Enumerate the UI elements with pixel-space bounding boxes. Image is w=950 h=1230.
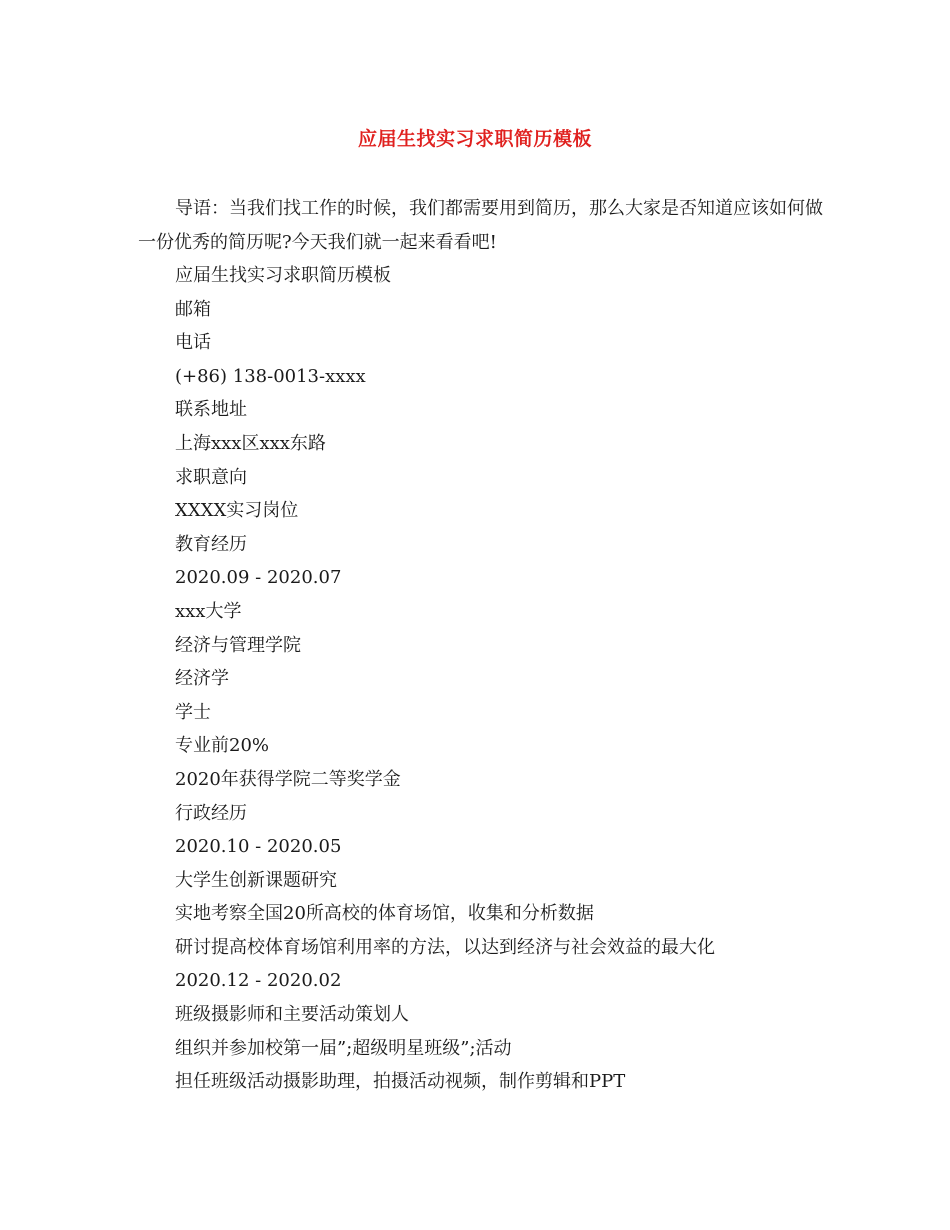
line-experience-detail-2b: 担任班级活动摄影助理，拍摄活动视频，制作剪辑和PPT [175, 1071, 626, 1093]
line-objective-value: XXXX实习岗位 [175, 500, 299, 522]
resume-lines [175, 259, 715, 1099]
intro-paragraph: 导语：当我们找工作的时候，我们都需要用到简历，那么大家是否知道应该如何做一份优秀的简历呢?今天我们就一起来看看吧! [138, 198, 823, 253]
line-education-label: 教育经历 [175, 533, 247, 555]
line-experience-detail-2a: 组织并参加校第一届”;超级明星班级”;活动 [175, 1037, 512, 1059]
document-title: 应届生找实习求职简历模板 [357, 128, 592, 150]
line-experience-detail-1a: 实地考察全国20所高校的体育场馆，收集和分析数据 [175, 903, 594, 925]
line-scholarship: 2020年获得学院二等奖学金 [175, 768, 401, 790]
line-phone-label: 电话 [175, 332, 211, 354]
line-education-dates: 2020.09 - 2020.07 [175, 567, 342, 589]
line-experience-dates-1: 2020.10 - 2020.05 [175, 836, 342, 858]
line-experience-detail-1b: 研讨提高校体育场馆利用率的方法，以达到经济与社会效益的最大化 [175, 936, 715, 958]
line-experience-title-2: 班级摄影师和主要活动策划人 [175, 1004, 409, 1026]
line-objective-label: 求职意向 [175, 466, 247, 488]
line-email-label: 邮箱 [175, 298, 211, 320]
line-degree: 学士 [175, 701, 211, 723]
line-ranking: 专业前20% [175, 735, 270, 757]
line-phone-value: (+86) 138-0013-xxxx [175, 365, 366, 387]
line-experience-title-1: 大学生创新课题研究 [175, 869, 337, 891]
line-university: xxx大学 [175, 600, 242, 622]
line-major: 经济学 [175, 668, 229, 690]
line-address-label: 联系地址 [175, 399, 247, 421]
line-address-value: 上海xxx区xxx东路 [175, 432, 326, 454]
line-heading: 应届生找实习求职简历模板 [175, 265, 391, 286]
line-experience-label: 行政经历 [175, 802, 247, 824]
line-experience-dates-2: 2020.12 - 2020.02 [175, 970, 342, 992]
line-school: 经济与管理学院 [175, 634, 301, 656]
